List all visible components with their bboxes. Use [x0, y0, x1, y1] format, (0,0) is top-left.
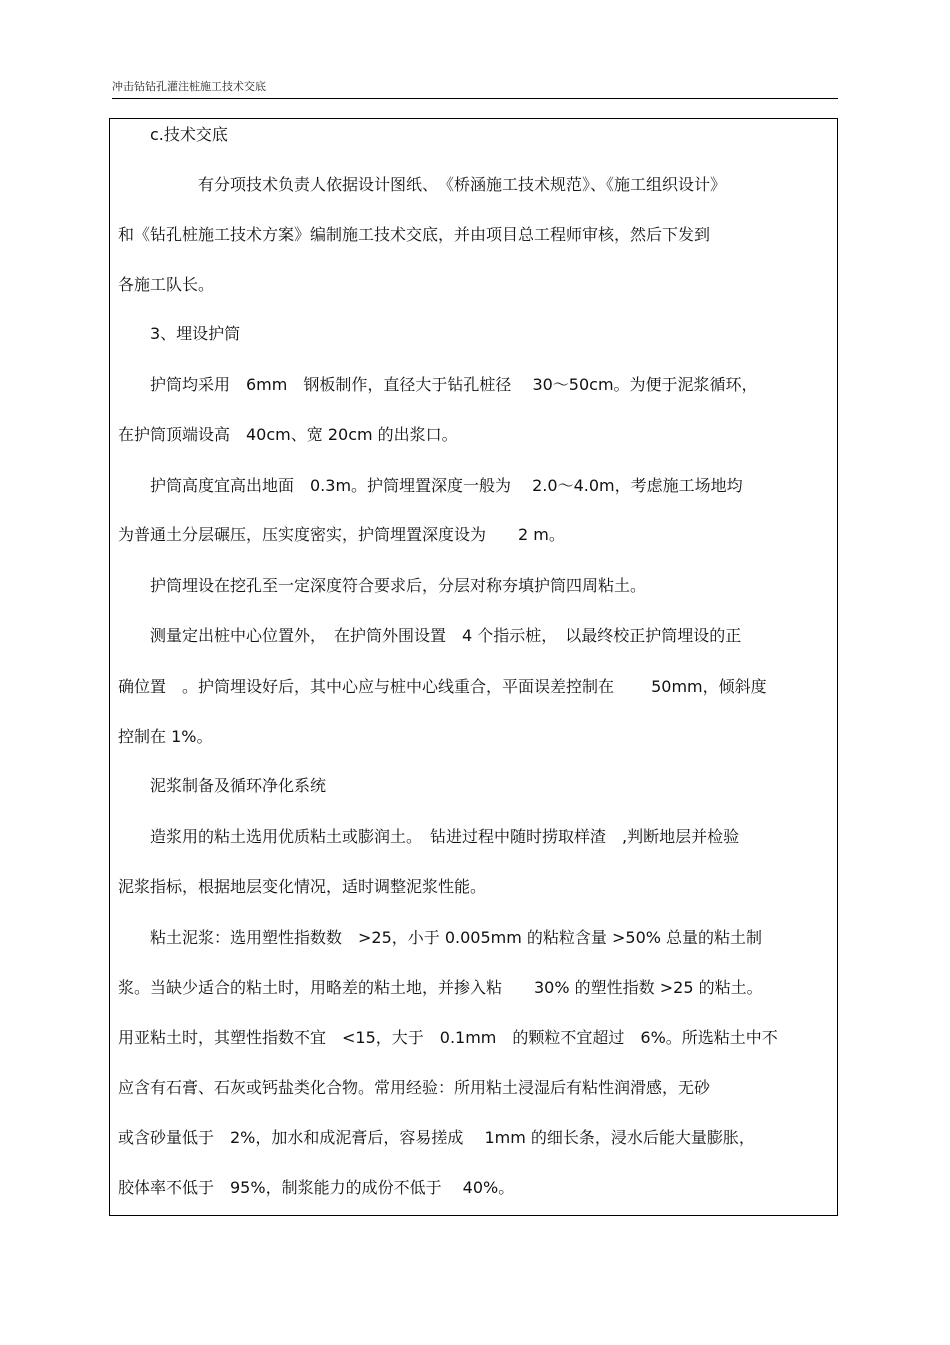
text-line: 泥浆制备及循环净化系统: [118, 776, 327, 795]
text-line: 或含砂量低于 2%，加水和成泥膏后，容易搓成 1mm 的细长条，浸水后能大量膨胀，: [118, 1128, 755, 1147]
text-line: 有分项技术负责人依据设计图纸、 《桥涵施工技术规范》、《施工组织设计》: [118, 175, 727, 194]
text-line: 应含有石膏、石灰或钙盐类化合物。常用经验：所用粘土浸湿后有粘性润滑感，无砂: [118, 1078, 711, 1097]
text-line: 测量定出桩中心位置外， 在护筒外围设置 4 个指示桩， 以最终校正护筒埋设的正: [118, 626, 742, 645]
text-line: 确位置 。护筒埋设好后，其中心应与桩中心线重合，平面误差控制在 50mm，倾斜度: [118, 677, 767, 696]
text-line: 各施工队长。: [118, 275, 215, 294]
content-frame: [109, 118, 838, 1216]
text-line: 控制在 1%。: [118, 727, 213, 746]
text-line: 3、埋设护筒: [118, 324, 241, 343]
header-title: 冲击钻钻孔灌注桩施工技术交底: [112, 80, 266, 93]
text-line: 护筒高度宜高出地面 0.3m。护筒埋置深度一般为 2.0～4.0m，考虑施工场地均: [118, 476, 743, 495]
text-line: 浆。当缺少适合的粘土时，用略差的粘土地，并掺入粘 30% 的塑性指数 >25 的粘土。: [118, 978, 763, 997]
text-line: 造浆用的粘土选用优质粘土或膨润土。 钻进过程中随时捞取样渣 ,判断地层并检验: [118, 827, 740, 846]
text-line: c.技术交底: [118, 125, 228, 144]
text-line: 护筒均采用 6mm 钢板制作，直径大于钻孔桩径 30～50cm。为便于泥浆循环，: [118, 375, 758, 394]
text-line: 在护筒顶端设高 40cm、宽 20cm 的出浆口。: [118, 425, 458, 444]
text-line: 和《钻孔桩施工技术方案》编制施工技术交底，并由项目总工程师审核，然后下发到: [118, 225, 711, 244]
page-header: [112, 78, 838, 99]
text-line: 用亚粘土时，其塑性指数不宜 <15，大于 0.1mm 的颗粒不宜超过 6%。所选粘土中不: [118, 1028, 778, 1047]
text-line: 护筒埋设在挖孔至一定深度符合要求后，分层对称夯填护筒四周粘土。: [118, 576, 647, 595]
text-line: 为普通土分层碾压，压实度密实，护筒埋置深度设为 2 m。: [118, 525, 565, 544]
text-line: 粘土泥浆：选用塑性指数数 >25，小于 0.005mm 的粘粒含量 >50% 总量的粘土制: [118, 928, 763, 947]
text-line: 泥浆指标，根据地层变化情况，适时调整泥浆性能。: [118, 877, 487, 896]
text-line: 胶体率不低于 95%，制浆能力的成份不低于 40%。: [118, 1178, 515, 1197]
